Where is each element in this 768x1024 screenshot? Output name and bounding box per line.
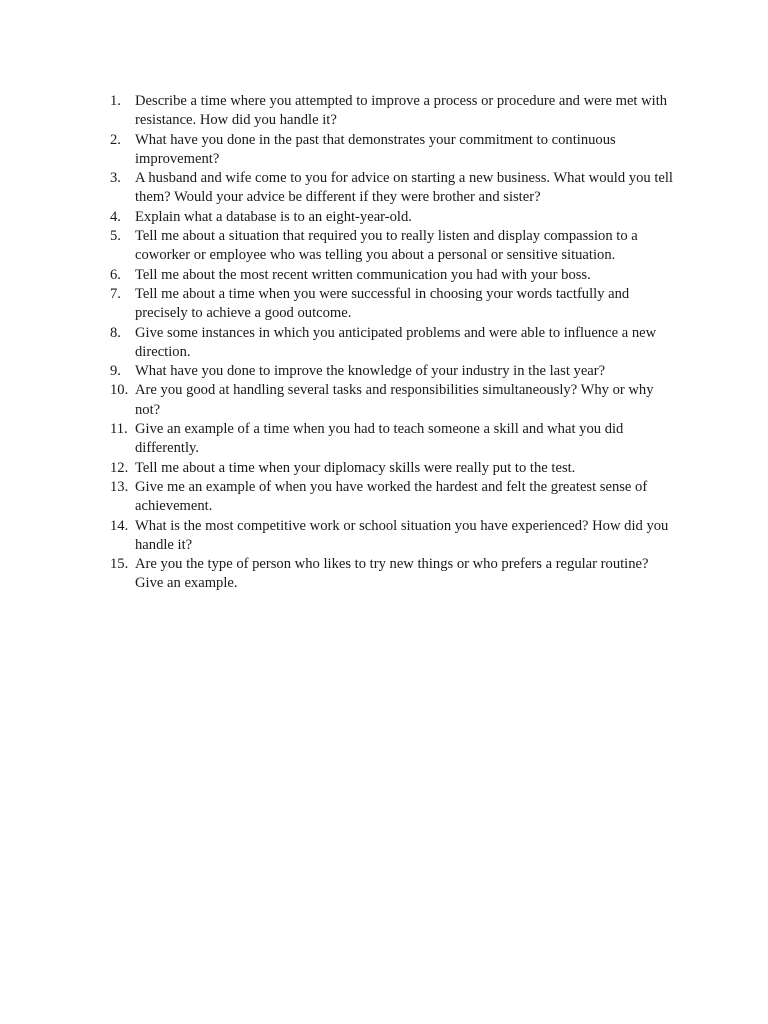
item-number: 2. bbox=[110, 131, 121, 148]
item-number: 1. bbox=[110, 93, 121, 109]
item-number: 14. bbox=[110, 517, 129, 534]
item-number: 9. bbox=[110, 363, 121, 380]
question-item-9 bbox=[110, 362, 676, 381]
item-text: Give an example of a time when you had to teach someone a skill and what you did differently. bbox=[135, 421, 624, 457]
item-text: What have you done in the past that demonstrates your commitment to continuous improvement? bbox=[135, 131, 616, 167]
item-number: 8. bbox=[110, 324, 121, 341]
question-item-5 bbox=[110, 227, 676, 266]
item-text: Are you the type of person who likes to try new things or who prefers a regular routine? Give an example. bbox=[135, 556, 649, 592]
item-text: Tell me about a time when your diplomacy skills were really put to the test. bbox=[135, 459, 576, 476]
item-text: Tell me about a situation that required you to really listen and display compassion to a coworker or employee who was telling you about a personal or sensitive situation. bbox=[135, 228, 638, 264]
item-text: What is the most competitive work or school situation you have experienced? How did you handle it? bbox=[135, 517, 669, 553]
item-number: 15. bbox=[110, 556, 129, 573]
item-text: Give some instances in which you anticipated problems and were able to influence a new direction. bbox=[135, 324, 657, 360]
item-number: 11. bbox=[110, 421, 128, 438]
question-item-4 bbox=[110, 208, 676, 227]
item-number: 6. bbox=[110, 266, 121, 283]
item-text: Explain what a database is to an eight-year-old. bbox=[135, 208, 412, 225]
item-number: 10. bbox=[110, 382, 129, 399]
item-text: Tell me about a time when you were successful in choosing your words tactfully and precisely to achieve a good outcome. bbox=[135, 285, 630, 322]
question-item-10 bbox=[110, 381, 676, 420]
question-item-6 bbox=[110, 266, 676, 285]
item-number: 4. bbox=[110, 208, 121, 225]
item-text: Are you good at handling several tasks and responsibilities simultaneously? Why or why not? bbox=[135, 382, 654, 418]
question-item-7 bbox=[110, 285, 676, 324]
item-number: 7. bbox=[110, 285, 121, 302]
item-number: 3. bbox=[110, 170, 121, 187]
item-text: Give me an example of when you have worked the hardest and felt the greatest sense of achievement. bbox=[135, 478, 648, 515]
question-item-2 bbox=[110, 131, 676, 170]
item-text: A husband and wife come to you for advice on starting a new business. What would you tell them? Would your advice be different if they were brother and sister? bbox=[135, 170, 673, 206]
item-number: 13. bbox=[110, 478, 129, 495]
question-item-3 bbox=[110, 169, 676, 208]
question-item-13 bbox=[110, 478, 676, 517]
question-item-15 bbox=[110, 555, 676, 594]
question-item-12 bbox=[110, 459, 676, 478]
item-number: 5. bbox=[110, 228, 121, 245]
item-number: 12. bbox=[110, 459, 129, 476]
question-item-1 bbox=[110, 92, 676, 131]
item-text: What have you done to improve the knowledge of your industry in the last year? bbox=[135, 363, 606, 380]
question-list bbox=[110, 92, 676, 594]
item-text: Describe a time where you attempted to improve a process or procedure and were met with resistance. How did you handle it? bbox=[135, 93, 668, 129]
question-item-8 bbox=[110, 324, 676, 363]
item-text: Tell me about the most recent written communication you had with your boss. bbox=[135, 266, 591, 283]
question-item-14 bbox=[110, 517, 676, 556]
question-item-11 bbox=[110, 420, 676, 459]
